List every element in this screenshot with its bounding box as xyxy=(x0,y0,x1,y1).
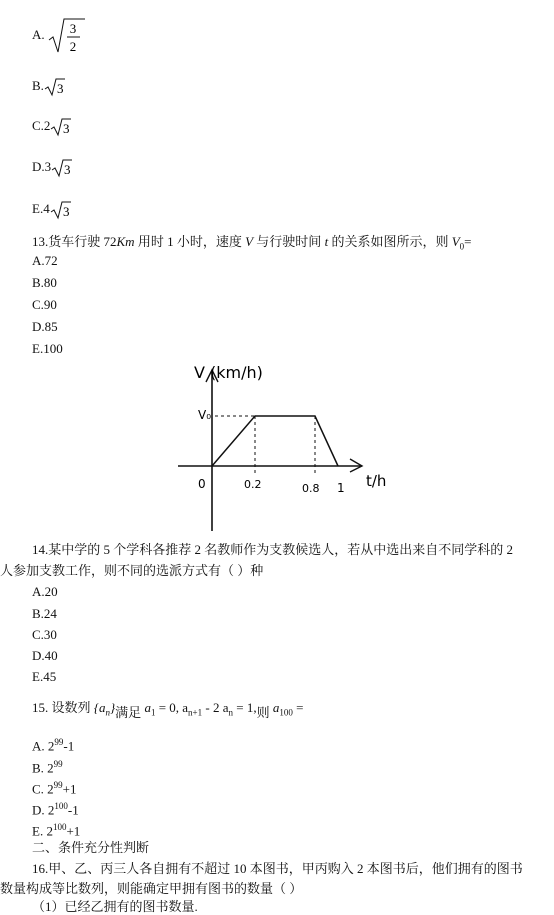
section-heading: 二、条件充分性判断 xyxy=(32,840,150,855)
sqrt-fraction-icon xyxy=(48,16,86,56)
tick-label-2: 0.8 xyxy=(302,482,320,495)
sqrt-icon xyxy=(44,77,66,97)
option-letter: A. xyxy=(32,26,45,42)
coef: 4 xyxy=(43,200,50,216)
option-e-q15: E. $2^{100}+1$ xyxy=(32,822,81,839)
sqrt-icon xyxy=(50,200,72,220)
option-letter: C. xyxy=(32,117,44,133)
option-letter: D. xyxy=(32,158,45,174)
option-c-q14: C.30 xyxy=(32,627,57,642)
q14-line1: 14.某中学的 5 个学科各推荐 2 名教师作为支教候选人，若从中选出来自不同学科的 2 xyxy=(32,542,514,557)
q16-line2: 数量构成等比数列，则能确定甲拥有图书的数量（ ） xyxy=(0,881,303,896)
option-c-q12 xyxy=(32,117,72,137)
option-letter: B. xyxy=(32,77,44,93)
q13-stem: 13.货车行驶 72Km 用时 1 小时，速度 V 与行驶时间 t 的关系如图所示，则 $V_0=$ xyxy=(32,234,472,252)
y-axis-label: V (km/h) xyxy=(194,363,263,382)
option-letter: E. xyxy=(32,200,44,216)
option-d-q15: D. $2^{100}-1$ xyxy=(32,801,79,818)
option-e-q14: E.45 xyxy=(32,669,57,684)
option-c-q15: C. $2^{99}+1$ xyxy=(32,780,77,797)
coef: 2 xyxy=(43,117,51,133)
radicand: 3 xyxy=(56,81,64,96)
option-e-q12 xyxy=(32,200,72,220)
radicand: 3 xyxy=(63,121,70,136)
v0-label: V₀ xyxy=(198,408,212,422)
tick-label-3: 1 xyxy=(337,481,345,495)
sqrt-icon xyxy=(50,117,72,137)
option-b-q12 xyxy=(32,77,66,97)
tick-label-1: 0.2 xyxy=(244,478,262,491)
coef: 3 xyxy=(44,158,52,174)
option-b-q13: B.80 xyxy=(32,275,57,290)
radicand: 3 xyxy=(64,162,71,177)
option-e-q13: E.100 xyxy=(32,341,63,356)
x-axis-label: t/h xyxy=(366,472,387,490)
radicand: 3 xyxy=(62,204,70,219)
q16-condition-1: （1）已经乙拥有的图书数量. xyxy=(32,899,198,914)
frac-denominator: 2 xyxy=(69,39,77,54)
option-d-q13: D.85 xyxy=(32,319,58,334)
q14-line2: 人参加支教工作，则不同的选派方式有（ ）种 xyxy=(0,563,264,578)
option-a-q14: A.20 xyxy=(32,584,58,599)
option-a-q13: A.72 xyxy=(32,253,58,268)
option-a-q12 xyxy=(32,16,86,56)
sqrt-icon xyxy=(51,158,73,178)
option-d-q14: D.40 xyxy=(32,648,58,663)
q16-line1: 16.甲、乙、丙三人各自拥有不超过 10 本图书，甲丙购入 2 本图书后，他们拥有的图书 xyxy=(32,861,523,876)
frac-numerator: 3 xyxy=(69,21,77,36)
velocity-time-graph xyxy=(170,356,415,536)
option-a-q15: A. $2^{99}-1$ xyxy=(32,737,75,754)
option-c-q13: C.90 xyxy=(32,297,57,312)
option-b-q15: B. $2^{99}$ xyxy=(32,759,63,776)
velocity-curve xyxy=(212,416,338,466)
option-b-q14: B.24 xyxy=(32,606,57,621)
option-d-q12 xyxy=(32,158,73,178)
origin-label: 0 xyxy=(198,477,206,491)
q15-stem: 15. 设数列 $\{a_n\}$满足 $a_1 = 0$, $a_{n+1} - 2$ $a_n = 1$,则 $a_{100}$ = xyxy=(32,700,304,720)
